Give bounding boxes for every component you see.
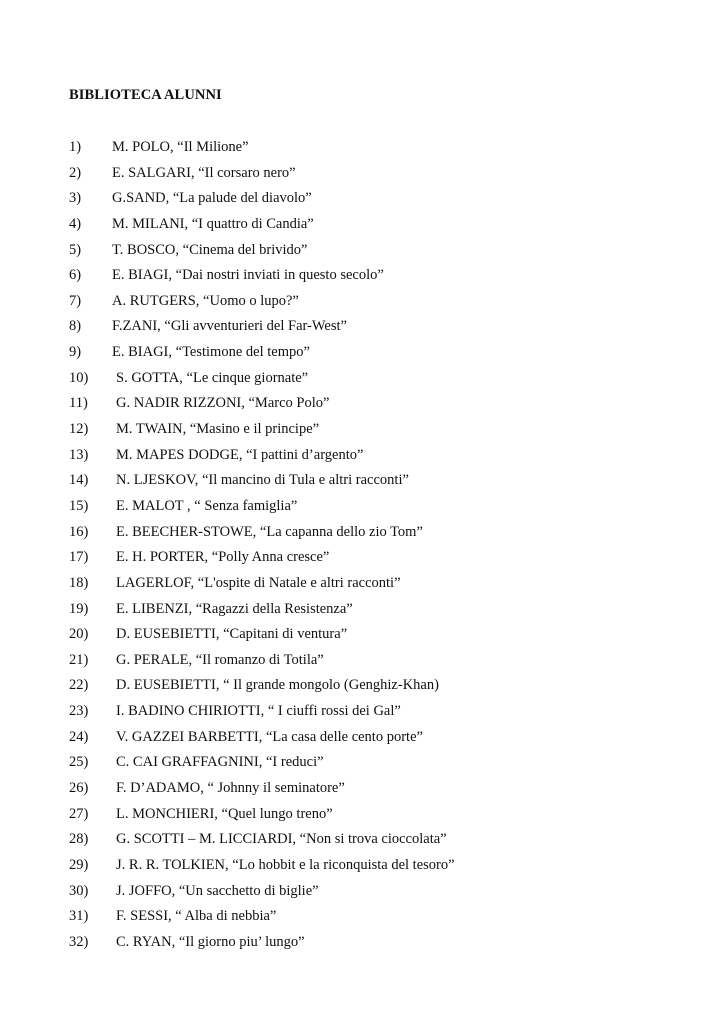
item-text: G. PERALE, “Il romanzo di Totila” bbox=[116, 651, 324, 668]
item-text: F. SESSI, “ Alba di nebbia” bbox=[116, 908, 277, 925]
item-number: 16) bbox=[69, 523, 89, 540]
item-text: L. MONCHIERI, “Quel lungo treno” bbox=[116, 805, 333, 822]
item-text: V. GAZZEI BARBETTI, “La casa delle cento porte” bbox=[116, 728, 423, 745]
item-number: 9) bbox=[69, 344, 82, 361]
item-number: 24) bbox=[69, 728, 89, 745]
item-text: M. MAPES DODGE, “I pattini d’argento” bbox=[116, 446, 364, 463]
item-number: 30) bbox=[69, 882, 89, 899]
item-number: 17) bbox=[69, 549, 89, 566]
item-text: J. JOFFO, “Un sacchetto di biglie” bbox=[116, 882, 319, 899]
item-number: 11) bbox=[69, 395, 88, 412]
item-text: LAGERLOF, “L'ospite di Natale e altri racconti” bbox=[116, 574, 401, 591]
item-number: 13) bbox=[69, 446, 89, 463]
item-text: E. LIBENZI, “Ragazzi della Resistenza” bbox=[116, 600, 353, 617]
item-number: 14) bbox=[69, 472, 89, 489]
item-number: 3) bbox=[69, 190, 82, 207]
item-number: 28) bbox=[69, 831, 89, 848]
item-number: 5) bbox=[69, 241, 82, 258]
item-text: T. BOSCO, “Cinema del brivido” bbox=[112, 241, 308, 258]
item-text: C. RYAN, “Il giorno piu’ lungo” bbox=[116, 933, 305, 950]
item-text: E. MALOT , “ Senza famiglia” bbox=[116, 497, 298, 514]
item-text: E. BEECHER-STOWE, “La capanna dello zio Tom” bbox=[116, 523, 423, 540]
item-text: E. SALGARI, “Il corsaro nero” bbox=[112, 164, 296, 181]
item-text: F. D’ADAMO, “ Johnny il seminatore” bbox=[116, 780, 345, 797]
item-text: M. TWAIN, “Masino e il principe” bbox=[116, 421, 320, 438]
item-number: 1) bbox=[69, 139, 82, 155]
item-number: 2) bbox=[69, 164, 82, 181]
item-number: 29) bbox=[69, 856, 89, 873]
item-number: 8) bbox=[69, 318, 82, 335]
item-text: G. NADIR RIZZONI, “Marco Polo” bbox=[116, 395, 330, 412]
item-number: 26) bbox=[69, 780, 89, 797]
item-text: N. LJESKOV, “Il mancino di Tula e altri racconti” bbox=[116, 472, 409, 489]
item-text: M. MILANI, “I quattro di Candia” bbox=[112, 215, 314, 232]
item-number: 12) bbox=[69, 421, 89, 438]
item-number: 32) bbox=[69, 933, 89, 950]
item-text: E. H. PORTER, “Polly Anna cresce” bbox=[116, 549, 330, 566]
item-text: D. EUSEBIETTI, “ Il grande mongolo (Genghiz-Khan) bbox=[116, 677, 439, 694]
item-text: S. GOTTA, “Le cinque giornate” bbox=[116, 369, 309, 386]
item-number: 21) bbox=[69, 651, 89, 668]
item-number: 25) bbox=[69, 754, 89, 771]
item-number: 22) bbox=[69, 677, 89, 694]
item-number: 23) bbox=[69, 703, 89, 720]
item-text: C. CAI GRAFFAGNINI, “I reduci” bbox=[116, 754, 324, 771]
item-text: D. EUSEBIETTI, “Capitani di ventura” bbox=[116, 626, 348, 643]
item-number: 27) bbox=[69, 805, 89, 822]
item-text: E. BIAGI, “Dai nostri inviati in questo secolo” bbox=[112, 267, 384, 284]
item-number: 18) bbox=[69, 574, 89, 591]
item-number: 20) bbox=[69, 626, 89, 643]
item-text: G.SAND, “La palude del diavolo” bbox=[112, 190, 312, 207]
item-text: J. R. R. TOLKIEN, “Lo hobbit e la riconquista del tesoro” bbox=[116, 856, 455, 873]
item-number: 19) bbox=[69, 600, 89, 617]
item-text: M. POLO, “Il Milione” bbox=[112, 139, 249, 155]
item-number: 4) bbox=[69, 215, 82, 232]
item-number: 7) bbox=[69, 292, 82, 309]
item-number: 10) bbox=[69, 369, 89, 386]
item-text: G. SCOTTI – M. LICCIARDI, “Non si trova cioccolata” bbox=[116, 831, 447, 848]
item-text: A. RUTGERS, “Uomo o lupo?” bbox=[112, 292, 299, 309]
item-number: 15) bbox=[69, 497, 89, 514]
item-text: E. BIAGI, “Testimone del tempo” bbox=[112, 344, 310, 361]
item-number: 6) bbox=[69, 267, 82, 284]
item-text: I. BADINO CHIRIOTTI, “ I ciuffi rossi dei Gal” bbox=[116, 703, 401, 720]
item-text: F.ZANI, “Gli avventurieri del Far-West” bbox=[112, 318, 347, 335]
document-title: BIBLIOTECA ALUNNI bbox=[69, 87, 222, 103]
item-number: 31) bbox=[69, 908, 89, 925]
